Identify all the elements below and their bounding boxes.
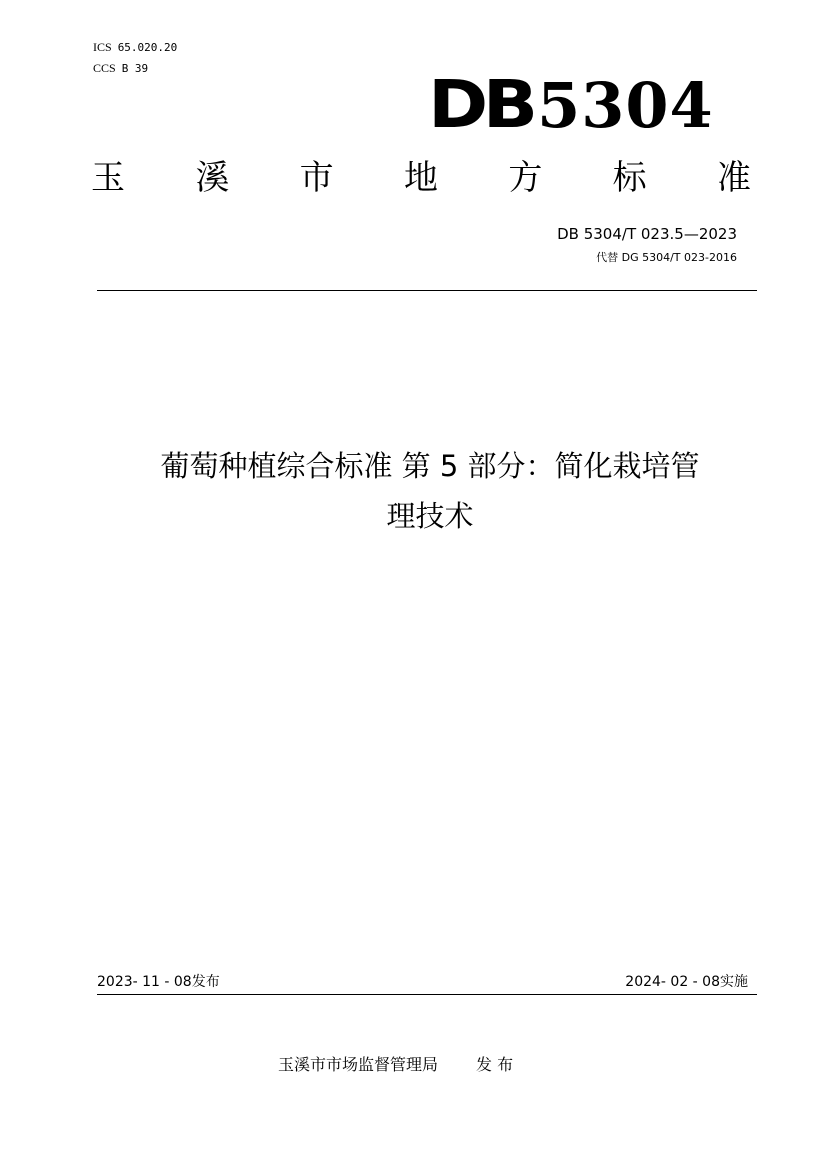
footer-divider (97, 994, 757, 995)
standard-type-char: 溪 (195, 158, 230, 198)
ics-code (93, 40, 177, 55)
issue-date: 2023- 11 - 08发布 (97, 974, 220, 990)
standard-type-char: 市 (299, 158, 334, 198)
standard-type-char: 方 (508, 158, 543, 198)
db-logo (428, 66, 714, 157)
ccs-label: CCS (93, 61, 116, 75)
standard-type-char: 玉 (91, 158, 125, 198)
publisher (278, 1053, 513, 1077)
standard-type-char: 地 (403, 158, 438, 198)
standard-type-heading (91, 155, 751, 201)
ccs-code (93, 61, 148, 76)
header-divider (97, 290, 757, 291)
publisher-action: 发 布 (476, 1055, 514, 1074)
standard-type-char: 标 (612, 158, 647, 198)
document-title (60, 441, 800, 541)
ics-value: 65.020.20 (117, 41, 178, 54)
standard-type-char: 准 (716, 158, 751, 198)
replaces-standard: 代替 DG 5304/T 023-2016 (596, 251, 737, 264)
document-title-line-2: 理技术 (386, 499, 474, 533)
db-logo-letters: DB (428, 66, 533, 143)
effective-date: 2024- 02 - 08实施 (625, 974, 748, 990)
standard-number: DB 5304/T 023.5—2023 (557, 225, 737, 243)
document-title-line-1: 葡萄种植综合标准 第 5 部分：简化栽培管 (160, 449, 700, 483)
db-logo-number: 5304 (537, 69, 714, 142)
publisher-name: 玉溪市市场监督管理局 (278, 1055, 439, 1074)
ics-label: ICS (93, 40, 112, 54)
ccs-value: B 39 (121, 62, 149, 75)
